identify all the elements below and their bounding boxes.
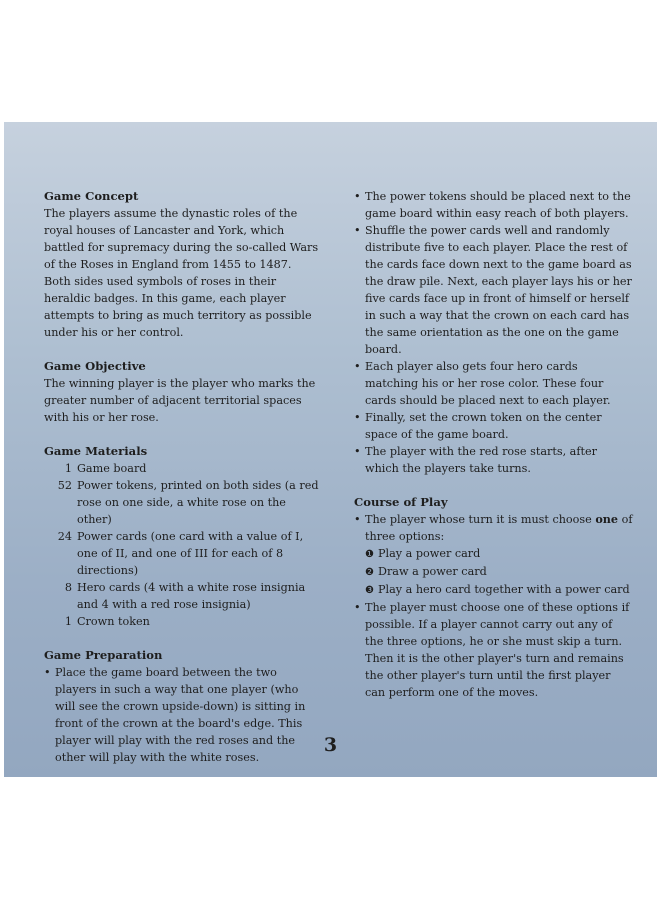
preparation-bullet: • Finally, set the crown token on the center space of the game board. — [354, 409, 634, 443]
materials-list — [44, 460, 319, 630]
right-column — [354, 188, 634, 701]
material-item — [44, 579, 319, 613]
material-item — [44, 528, 319, 579]
course-intro-text: The player whose turn it is must choose — [365, 513, 596, 526]
option-number-icon: ❷ — [365, 567, 374, 578]
option-text: Play a hero card together with a power card — [377, 583, 630, 596]
material-item — [44, 460, 319, 477]
preparation-bullet: • Shuffle the power cards well and randomly distribute five to each player. Place the rest of the cards face down next to the game board as the draw pile. Next, each player lays his or her five cards face up in front of himself or herself in such a way that the crown on each card has the same orientation as the one on the game board. — [354, 222, 634, 358]
material-text: Crown token — [77, 615, 150, 628]
section-title-game-materials: Game Materials — [44, 444, 148, 458]
rulebook-page — [4, 122, 657, 777]
option-item — [354, 581, 634, 599]
option-text: Play a power card — [377, 547, 481, 560]
section-title-game-preparation: Game Preparation — [44, 648, 163, 662]
material-item — [44, 477, 319, 528]
course-intro-emphasis: one — [595, 512, 619, 526]
option-item — [354, 545, 634, 563]
option-text: Draw a power card — [377, 565, 487, 578]
page-number: 3 — [323, 734, 338, 756]
preparation-bullet: • Place the game board between the two players in such a way that one player (who will see the crown upside-down) is sitting in front of the crown at the board's edge. This player will play with the red roses and the other will play with the white roses. — [44, 664, 319, 766]
course-bullet — [354, 511, 634, 545]
material-count: 8 — [64, 581, 72, 594]
material-text: Power tokens, printed on both sides (a red rose on one side, a white rose on the other) — [77, 479, 319, 526]
material-count: 1 — [64, 615, 72, 628]
preparation-bullet: • Each player also gets four hero cards matching his or her rose color. These four cards should be placed next to each player. — [354, 358, 634, 409]
game-concept-text: The players assume the dynastic roles of the royal houses of Lancaster and York, which battled for supremacy during the so-called Wars of the Roses in England from 1455 to 1487. Both sides used symbols of roses in their heraldic badges. In this game, each player attempts to bring as much territory as possible under his or her control. — [44, 207, 319, 339]
material-count: 52 — [57, 479, 72, 492]
material-text: Power cards (one card with a value of I, one of II, and one of III for each of 8 directions) — [77, 530, 304, 577]
section-title-game-objective: Game Objective — [44, 359, 146, 373]
material-count: 24 — [57, 530, 72, 543]
section-title-course-of-play: Course of Play — [354, 495, 448, 509]
material-count: 1 — [64, 462, 72, 475]
material-text: Hero cards (4 with a white rose insignia and 4 with a red rose insignia) — [77, 581, 306, 611]
course-bullet: • The player must choose one of these options if possible. If a player cannot carry out any of the three options, he or she must skip a turn. Then it is the other player's turn and remains the other player's turn until the first player can perform one of the moves. — [354, 599, 634, 701]
course-intro-text-end: of three options: — [365, 513, 633, 543]
option-number-icon: ❸ — [365, 585, 374, 596]
material-item — [44, 613, 319, 630]
option-number-icon: ❶ — [365, 549, 374, 560]
preparation-bullet: • The power tokens should be placed next to the game board within easy reach of both players. — [354, 188, 634, 222]
game-objective-text: The winning player is the player who marks the greater number of adjacent territorial spaces with his or her rose. — [44, 377, 316, 424]
material-text: Game board — [77, 462, 147, 475]
left-column — [44, 188, 319, 766]
preparation-bullet: • The player with the red rose starts, after which the players take turns. — [354, 443, 634, 477]
section-title-game-concept: Game Concept — [44, 189, 139, 203]
option-item — [354, 563, 634, 581]
